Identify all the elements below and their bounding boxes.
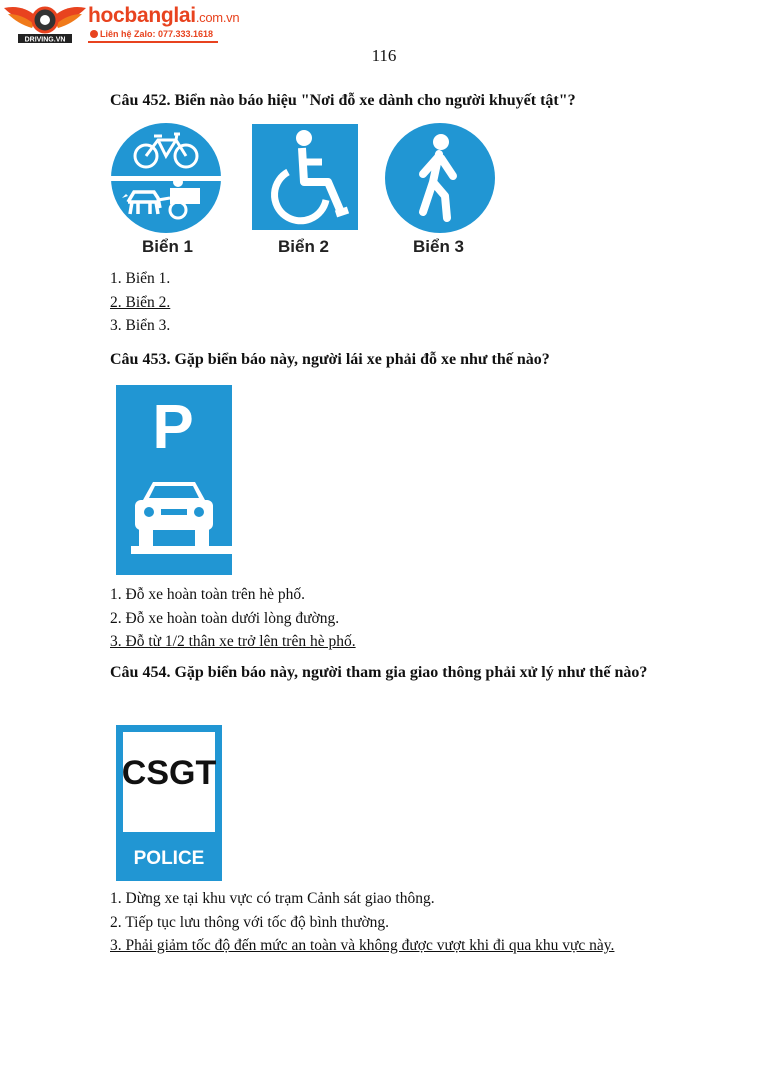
- question-452-signs: [108, 120, 508, 265]
- question-453-title: Câu 453. Gặp biển báo này, người lái xe phải đỗ xe như thế nào?: [110, 351, 550, 368]
- question-452-title: Câu 452. Biển nào báo hiệu "Nơi đỗ xe dành cho người khuyết tật"?: [110, 92, 576, 109]
- sign-3-pedestrian-icon: [383, 122, 497, 234]
- csgt-text: CSGT: [121, 754, 217, 792]
- answer-item-correct: 3. Đỗ từ 1/2 thân xe trở lên trên hè phố.: [110, 633, 356, 650]
- answer-item: 3. Biển 3.: [110, 317, 171, 334]
- contact-line: [90, 29, 213, 39]
- logo-text: DRIVING.VN: [24, 36, 66, 44]
- brand-domain: .com.vn: [195, 10, 240, 25]
- sign-1-bicycle-cart-icon: [108, 122, 224, 234]
- driving-logo-icon: [2, 2, 88, 44]
- question-452-answers: [110, 267, 170, 338]
- answer-item: 2. Đỗ xe hoàn toàn dưới lòng đường.: [110, 609, 340, 627]
- answer-item: 2. Tiếp tục lưu thông với tốc độ bình thường.: [110, 913, 390, 931]
- answer-item-correct: 2. Biển 2.: [110, 293, 171, 311]
- answer-item: 1. Dừng xe tại khu vực có trạm Cảnh sát giao thông.: [110, 890, 435, 907]
- sign-2-wheelchair-icon: [248, 120, 362, 234]
- sign-2-label: Biển 2: [278, 237, 330, 256]
- question-454-title: Câu 454. Gặp biển báo này, người tham gia giao thông phải xử lý như thế nào?: [110, 664, 648, 681]
- brand-name: [88, 4, 239, 28]
- police-station-sign-icon: [113, 722, 225, 884]
- phone-icon: [90, 30, 98, 38]
- logo-underline: [88, 41, 218, 43]
- sign-3-label: Biển 3: [413, 237, 465, 256]
- police-text: POLICE: [133, 848, 205, 869]
- parking-sign-letter: P: [152, 393, 194, 462]
- contact-text: Liên hệ Zalo: 077.333.1618: [100, 29, 214, 39]
- answer-item: 1. Đỗ xe hoàn toàn trên hè phố.: [110, 586, 305, 603]
- brand-text: hocbanglai: [88, 4, 196, 27]
- question-453-answers: [110, 583, 356, 654]
- question-454-answers: [110, 887, 614, 958]
- parking-on-sidewalk-sign-icon: [113, 382, 235, 578]
- sign-1-label: Biển 1: [142, 237, 194, 256]
- answer-item: 1. Biển 1.: [110, 270, 171, 287]
- page-number: 116: [371, 46, 397, 65]
- answer-item-correct: 3. Phải giảm tốc độ đến mức an toàn và không được vượt khi đi qua khu vực này.: [110, 937, 615, 954]
- header-logo: [2, 2, 242, 44]
